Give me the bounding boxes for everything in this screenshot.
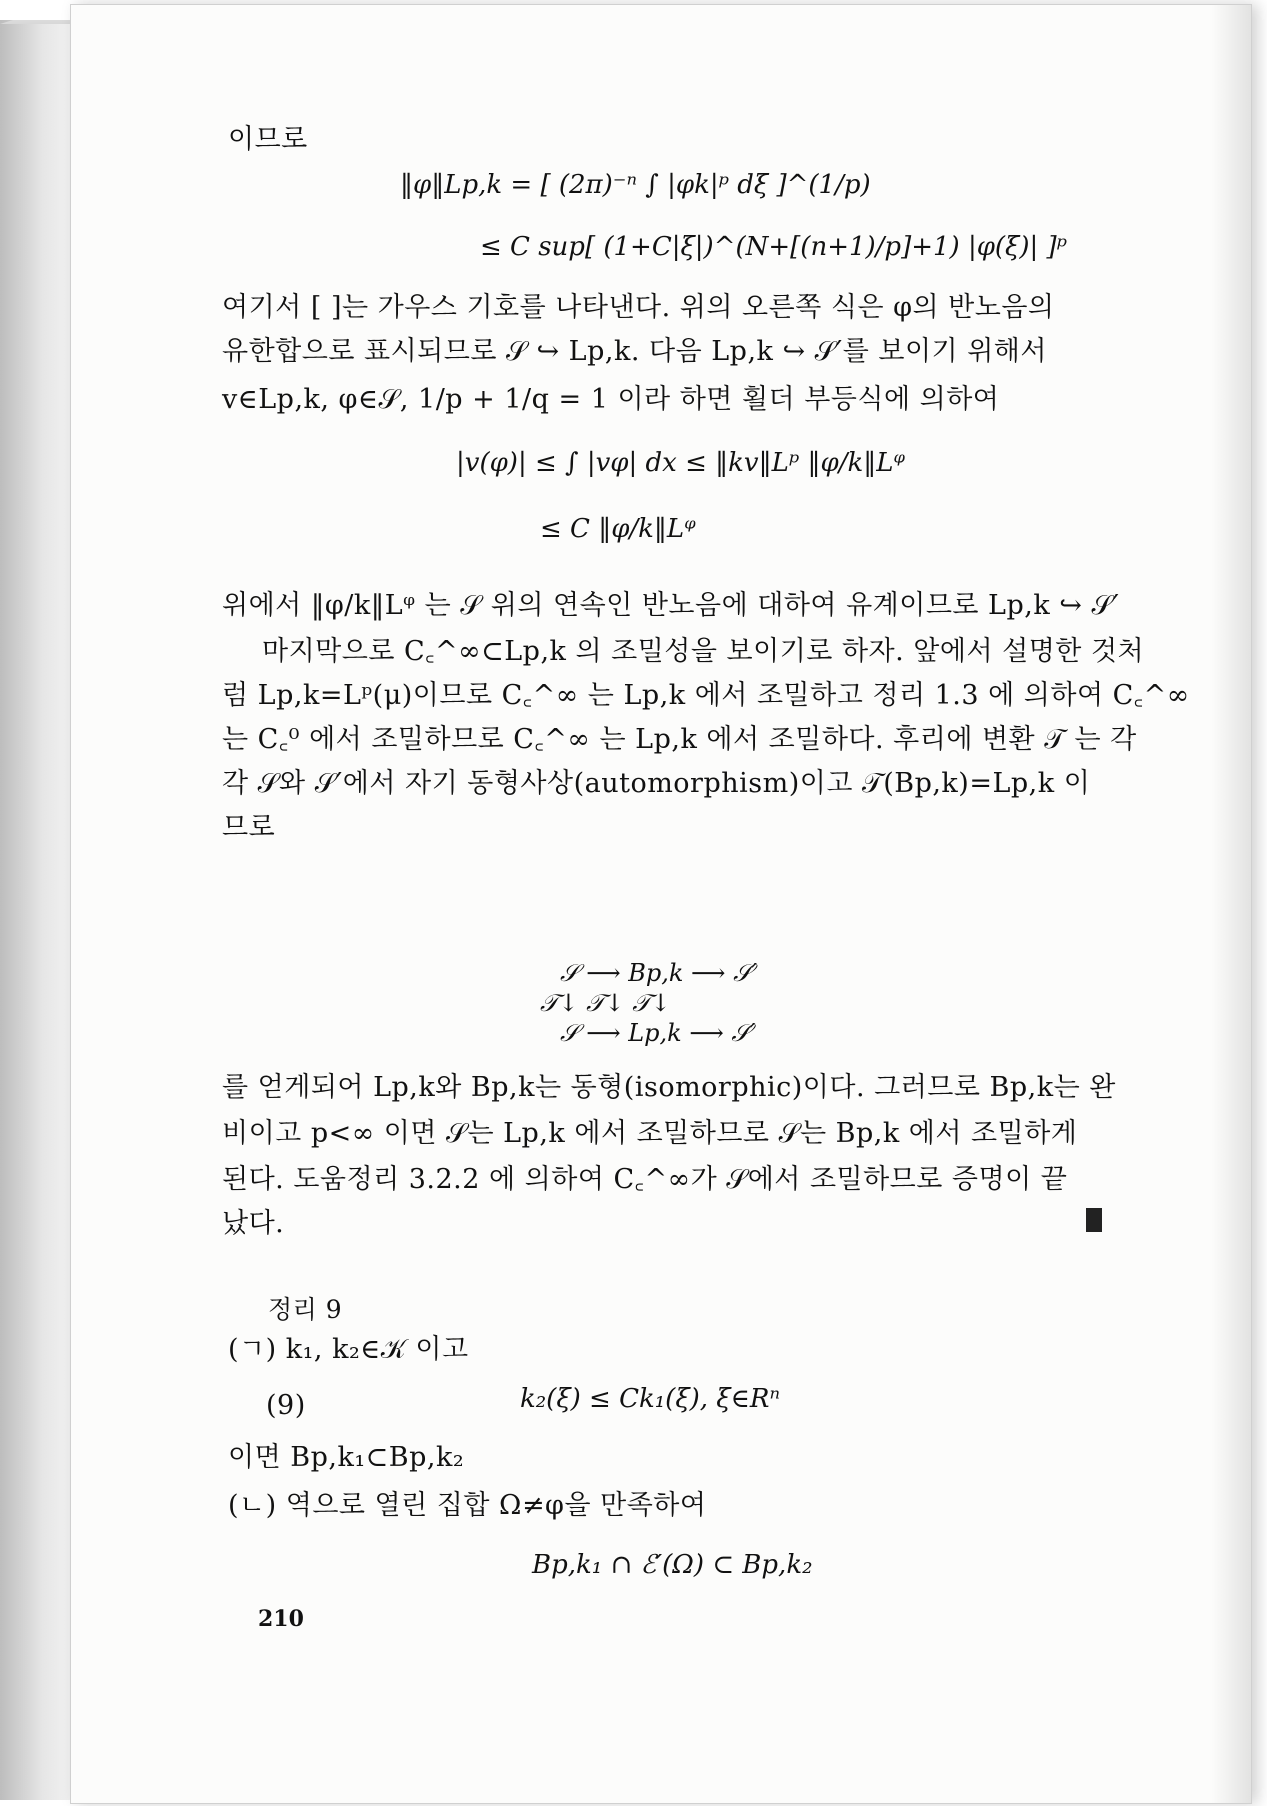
- diagram-row-bottom: 𝒮 ⟶ Lp,k ⟶ 𝒮′: [560, 1019, 756, 1047]
- text-line: 는 C꜀⁰ 에서 조밀하므로 C꜀^∞ 는 Lp,k 에서 조밀하다. 후리에 변환 𝒯 는 각: [222, 724, 1137, 755]
- text-line: 났다.: [222, 1208, 285, 1239]
- text-line: 마지막으로 C꜀^∞⊂Lp,k 의 조밀성을 보이기로 하자. 앞에서 설명한 것처: [262, 636, 1145, 667]
- page-number: 210: [258, 1606, 304, 1632]
- equation-norm-bound: ≤ C sup[ (1+C|ξ|)^(N+[(n+1)/p]+1) |φ(ξ)| ]ᵖ: [480, 232, 1068, 262]
- page-shadow: [1211, 5, 1251, 1803]
- text-line: v∈Lp,k, φ∈𝒮, 1/p + 1/q = 1 이라 하면 횔더 부등식에 의하여: [222, 384, 1000, 415]
- text-line: 를 얻게되어 Lp,k와 Bp,k는 동형(isomorphic)이다. 그러므로 Bp,k는 완: [222, 1072, 1116, 1103]
- text-line: 각 𝒮와 𝒮′에서 자기 동형사상(automorphism)이고 𝒯(Bp,k)=Lp,k 이: [222, 768, 1091, 799]
- text-line: 비이고 p<∞ 이면 𝒮는 Lp,k 에서 조밀하므로 𝒮는 Bp,k 에서 조밀하게: [222, 1118, 1078, 1149]
- text-line: 여기서 [ ]는 가우스 기호를 나타낸다. 위의 오른쪽 식은 φ의 반노음의: [222, 292, 1055, 323]
- equation-norm: ‖φ‖Lp,k = [ (2π)⁻ⁿ ∫ |φk|ᵖ dξ ]^(1/p): [400, 170, 871, 200]
- theorem-title: 정리 9: [268, 1295, 343, 1324]
- text-line: 므로: [222, 812, 276, 843]
- book-page: [70, 4, 1252, 1804]
- text-line: 이므로: [228, 124, 308, 155]
- diagram-row-arrows: 𝒯↓ 𝒯↓ 𝒯↓: [540, 989, 671, 1017]
- text-line: 위에서 ‖φ/k‖Lᵠ 는 𝒮 위의 연속인 반노음에 대하여 유계이므로 Lp,k ↪ 𝒮′: [222, 590, 1120, 621]
- equation-holder-bound: ≤ C ‖φ/k‖Lᵠ: [540, 514, 696, 544]
- equation-10: Bp,k₁ ∩ ℰ′(Ω) ⊂ Bp,k₂: [532, 1550, 813, 1580]
- equation-9: k₂(ξ) ≤ Ck₁(ξ), ξ∈Rⁿ: [520, 1384, 780, 1414]
- equation-holder: |v(φ)| ≤ ∫ |vφ| dx ≤ ‖kv‖Lᵖ ‖φ/k‖Lᵠ: [456, 448, 905, 478]
- diagram-row-top: 𝒮 ⟶ Bp,k ⟶ 𝒮′: [560, 959, 758, 987]
- book-spine-edge: [0, 20, 79, 1800]
- text-line: 된다. 도움정리 3.2.2 에 의하여 C꜀^∞가 𝒮에서 조밀하므로 증명이 끝: [222, 1164, 1068, 1195]
- theorem-part-a-conclusion: 이면 Bp,k₁⊂Bp,k₂: [228, 1442, 465, 1473]
- qed-mark: [1086, 1208, 1102, 1232]
- theorem-part-a: (ㄱ) k₁, k₂∈𝒦 이고: [228, 1334, 469, 1365]
- text-line: 유한합으로 표시되므로 𝒮 ↪ Lp,k. 다음 Lp,k ↪ 𝒮′를 보이기 위해서: [222, 336, 1047, 367]
- equation-label: (9): [266, 1390, 306, 1421]
- theorem-part-b: (ㄴ) 역으로 열린 집합 Ω≠φ을 만족하여: [228, 1490, 707, 1521]
- text-line: 럼 Lp,k=Lᵖ(μ)이므로 C꜀^∞ 는 Lp,k 에서 조밀하고 정리 1.3 에 의하여 C꜀^∞: [222, 680, 1190, 711]
